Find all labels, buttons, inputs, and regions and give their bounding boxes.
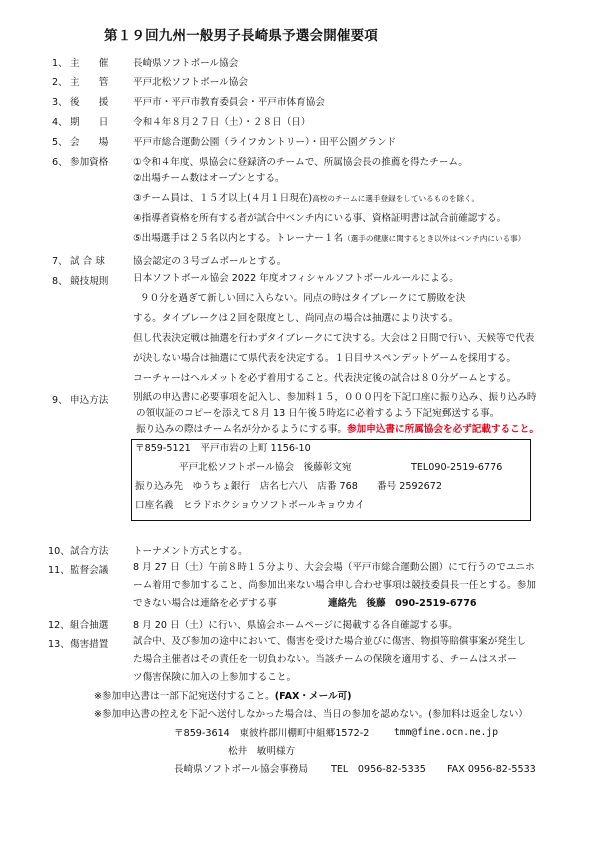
note-fax-mail: (FAX・メール可) — [274, 691, 352, 702]
item-label: 組合抽選 — [70, 620, 109, 631]
remittance-recipient: 平戸北松ソフトボール協会 後藤彰文宛 — [179, 462, 352, 473]
qualification-line — [133, 173, 285, 185]
item-label: 参加資格 — [70, 157, 109, 168]
item-number: 10、 — [48, 546, 70, 557]
footer-tel: TEL 0956-82-5335 — [331, 764, 426, 775]
qualification-text: ③チーム員は、１５才以上(４月１日現在) — [133, 193, 313, 204]
item-label: 傷害措置 — [70, 639, 109, 650]
item-value: ①令和４年度、県協会に登録済のチームで、所属協会長の推薦を得たチーム。 — [133, 157, 468, 168]
item-label: 会 場 — [70, 137, 109, 148]
item-number: 8、 — [52, 276, 68, 287]
qualification-text: ⑤出場選手は２５名以内とする。トレーナー１名 — [133, 233, 344, 244]
meeting-line: 8 月 27 日（土）午前８時１５分より、大会会場（平戸市総合運動公園）にて行うのでユニホ — [133, 562, 535, 573]
item-label: 試 合 球 — [70, 256, 105, 267]
item-value: トーナメント方式とする。 — [133, 546, 248, 557]
item-number: 2、 — [52, 77, 68, 88]
document-title: 第１９回九州一般男子長崎県予選会開催要項 — [104, 28, 378, 44]
item-number: 1、 — [52, 58, 68, 69]
item-value: 平戸北松ソフトボール協会 — [133, 77, 248, 88]
item-number: 12、 — [48, 620, 70, 631]
rules-line: が決しない場合は抽選にて県代表を決定する。１日目サスペンデットゲームを採用する。 — [133, 353, 516, 364]
rules-line: 但し代表決定戦は抽選を行わずタイブレークにて決する。大会は２日間で行い、天候等で代表 — [133, 333, 535, 344]
rules-line: ９０分を過ぎて新しい回に入らない。同点の時はタイブレークにて勝敗を決 — [140, 293, 466, 304]
rules-line: する。タイブレークは２回を限度とし、尚同点の場合は抽選により決する。 — [133, 313, 459, 324]
rules-line: 日本ソフトボール協会 2022 年度オフィシャルソフトボールルールによる。 — [133, 273, 459, 284]
application-line: の領収証のコピーを添えて８月 13 日午後５時迄に必着するよう下記宛郵送する事。 — [136, 408, 500, 419]
qualification-text: ④指導者資格を所有する者が試合中ベンチ内にいる事、資格証明書は試合前確認する。 — [133, 213, 507, 224]
item-value: 令和４年８月２７日（土）・２８日（日） — [133, 117, 311, 128]
qualification-note: 高校のチームに選手登録をしているものを除く。 — [312, 194, 480, 203]
qualification-text: ②出場チーム数はオープンとする。 — [133, 173, 285, 184]
injury-line: た場合主催者はその責任を一切負わない。当該チームの保険を適用する、チームはスポー — [133, 654, 517, 665]
item-number: 6、 — [52, 157, 68, 168]
meeting-line: できない場合は連絡を必ずする事 — [133, 598, 277, 609]
application-text: 振り込みの際はチーム名が分かるようにする事。 — [136, 424, 348, 435]
item-label: 監督会議 — [70, 565, 109, 576]
injury-line: ツ傷害保険に加入の上参加すること。 — [133, 672, 297, 683]
meeting-line: ーム着用で参加すること、尚参加出来ない場合申し合わせ事項は競技委員長一任とする。参加 — [133, 580, 536, 591]
remittance-bank: 振り込み先 ゆうちょ銀行 店名七六八 店番 768 番号 2592672 — [135, 481, 442, 492]
note-line — [94, 691, 352, 703]
item-number: 11、 — [48, 565, 70, 576]
injury-line: 試合中、及び参加の途中において、傷害を受けた場合並びに傷害、物損等賠償事案が発生し — [133, 636, 527, 647]
remittance-address: 〒859-5121 平戸市岩の上町 1156-10 — [135, 443, 311, 454]
item-number: 3、 — [52, 97, 68, 108]
item-number: 4、 — [52, 117, 68, 128]
qualification-line — [133, 193, 479, 205]
remittance-phone: TEL090-2519-6776 — [411, 462, 503, 473]
application-line — [136, 424, 539, 436]
item-label: 主 管 — [70, 77, 109, 88]
item-label: 申込方法 — [70, 395, 109, 406]
item-label: 試合方法 — [70, 546, 109, 557]
item-number: 9、 — [52, 395, 68, 406]
application-warning: 参加申込書に所属協会を必ず記載すること。 — [347, 424, 539, 435]
note-line: ※参加申込書の控えを下記へ送付しなかった場合は、当日の参加を認めない。(参加料は返金しない） — [94, 709, 528, 720]
item-label: 主 催 — [70, 58, 109, 69]
qualification-line — [133, 233, 525, 245]
meeting-contact: 連絡先 後藤 090-2519-6776 — [328, 598, 477, 609]
item-number: 7、 — [52, 256, 68, 267]
note-text: ※参加申込書は一部下記宛送付すること。 — [94, 691, 275, 702]
item-label: 後 援 — [70, 97, 109, 108]
application-line: 別紙の申込書に必要事項を記入し、参加料１５，０００円を下記口座に振り込み、振り込み時 — [133, 392, 537, 403]
footer-office: 長崎県ソフトボール協会事務局 — [174, 764, 309, 775]
item-number: 13、 — [48, 639, 70, 650]
footer-address: 〒859-3614 東彼杵郡川棚町中組郷1572-2 — [174, 728, 370, 739]
item-value: 平戸市・平戸市教育委員会・平戸市体育協会 — [133, 97, 325, 108]
item-number: 5、 — [52, 137, 68, 148]
item-value: 長崎県ソフトボール協会 — [133, 58, 239, 69]
remittance-account-name: 口座名義 ヒラドホクショウソフトボールキョウカイ — [135, 500, 365, 511]
item-label: 期 日 — [70, 117, 109, 128]
item-label: 競技規則 — [70, 276, 109, 287]
qualification-note: （選手の健康に関するとき以外はベンチ内にいる事） — [343, 234, 526, 243]
footer-fax: FAX 0956-82-5533 — [447, 764, 536, 775]
item-value: 8 月 20 日（土）に行い、県協会ホームページに掲載する各自確認する事。 — [133, 620, 458, 631]
item-value: 平戸市総合運動公園（ライフカントリー）・田平公園グランド — [133, 137, 397, 148]
item-value: 協会認定の３号ゴムボールとする。 — [133, 256, 287, 267]
qualification-line — [133, 213, 506, 225]
footer-contact-name: 松井 敏明様方 — [228, 746, 296, 757]
footer-email: tmm@fine.ocn.ne.jp — [394, 727, 498, 738]
rules-line: コーチャーはヘルメットを必ず着用すること。代表決定後の試合は８０分ゲームとする。 — [133, 373, 517, 384]
